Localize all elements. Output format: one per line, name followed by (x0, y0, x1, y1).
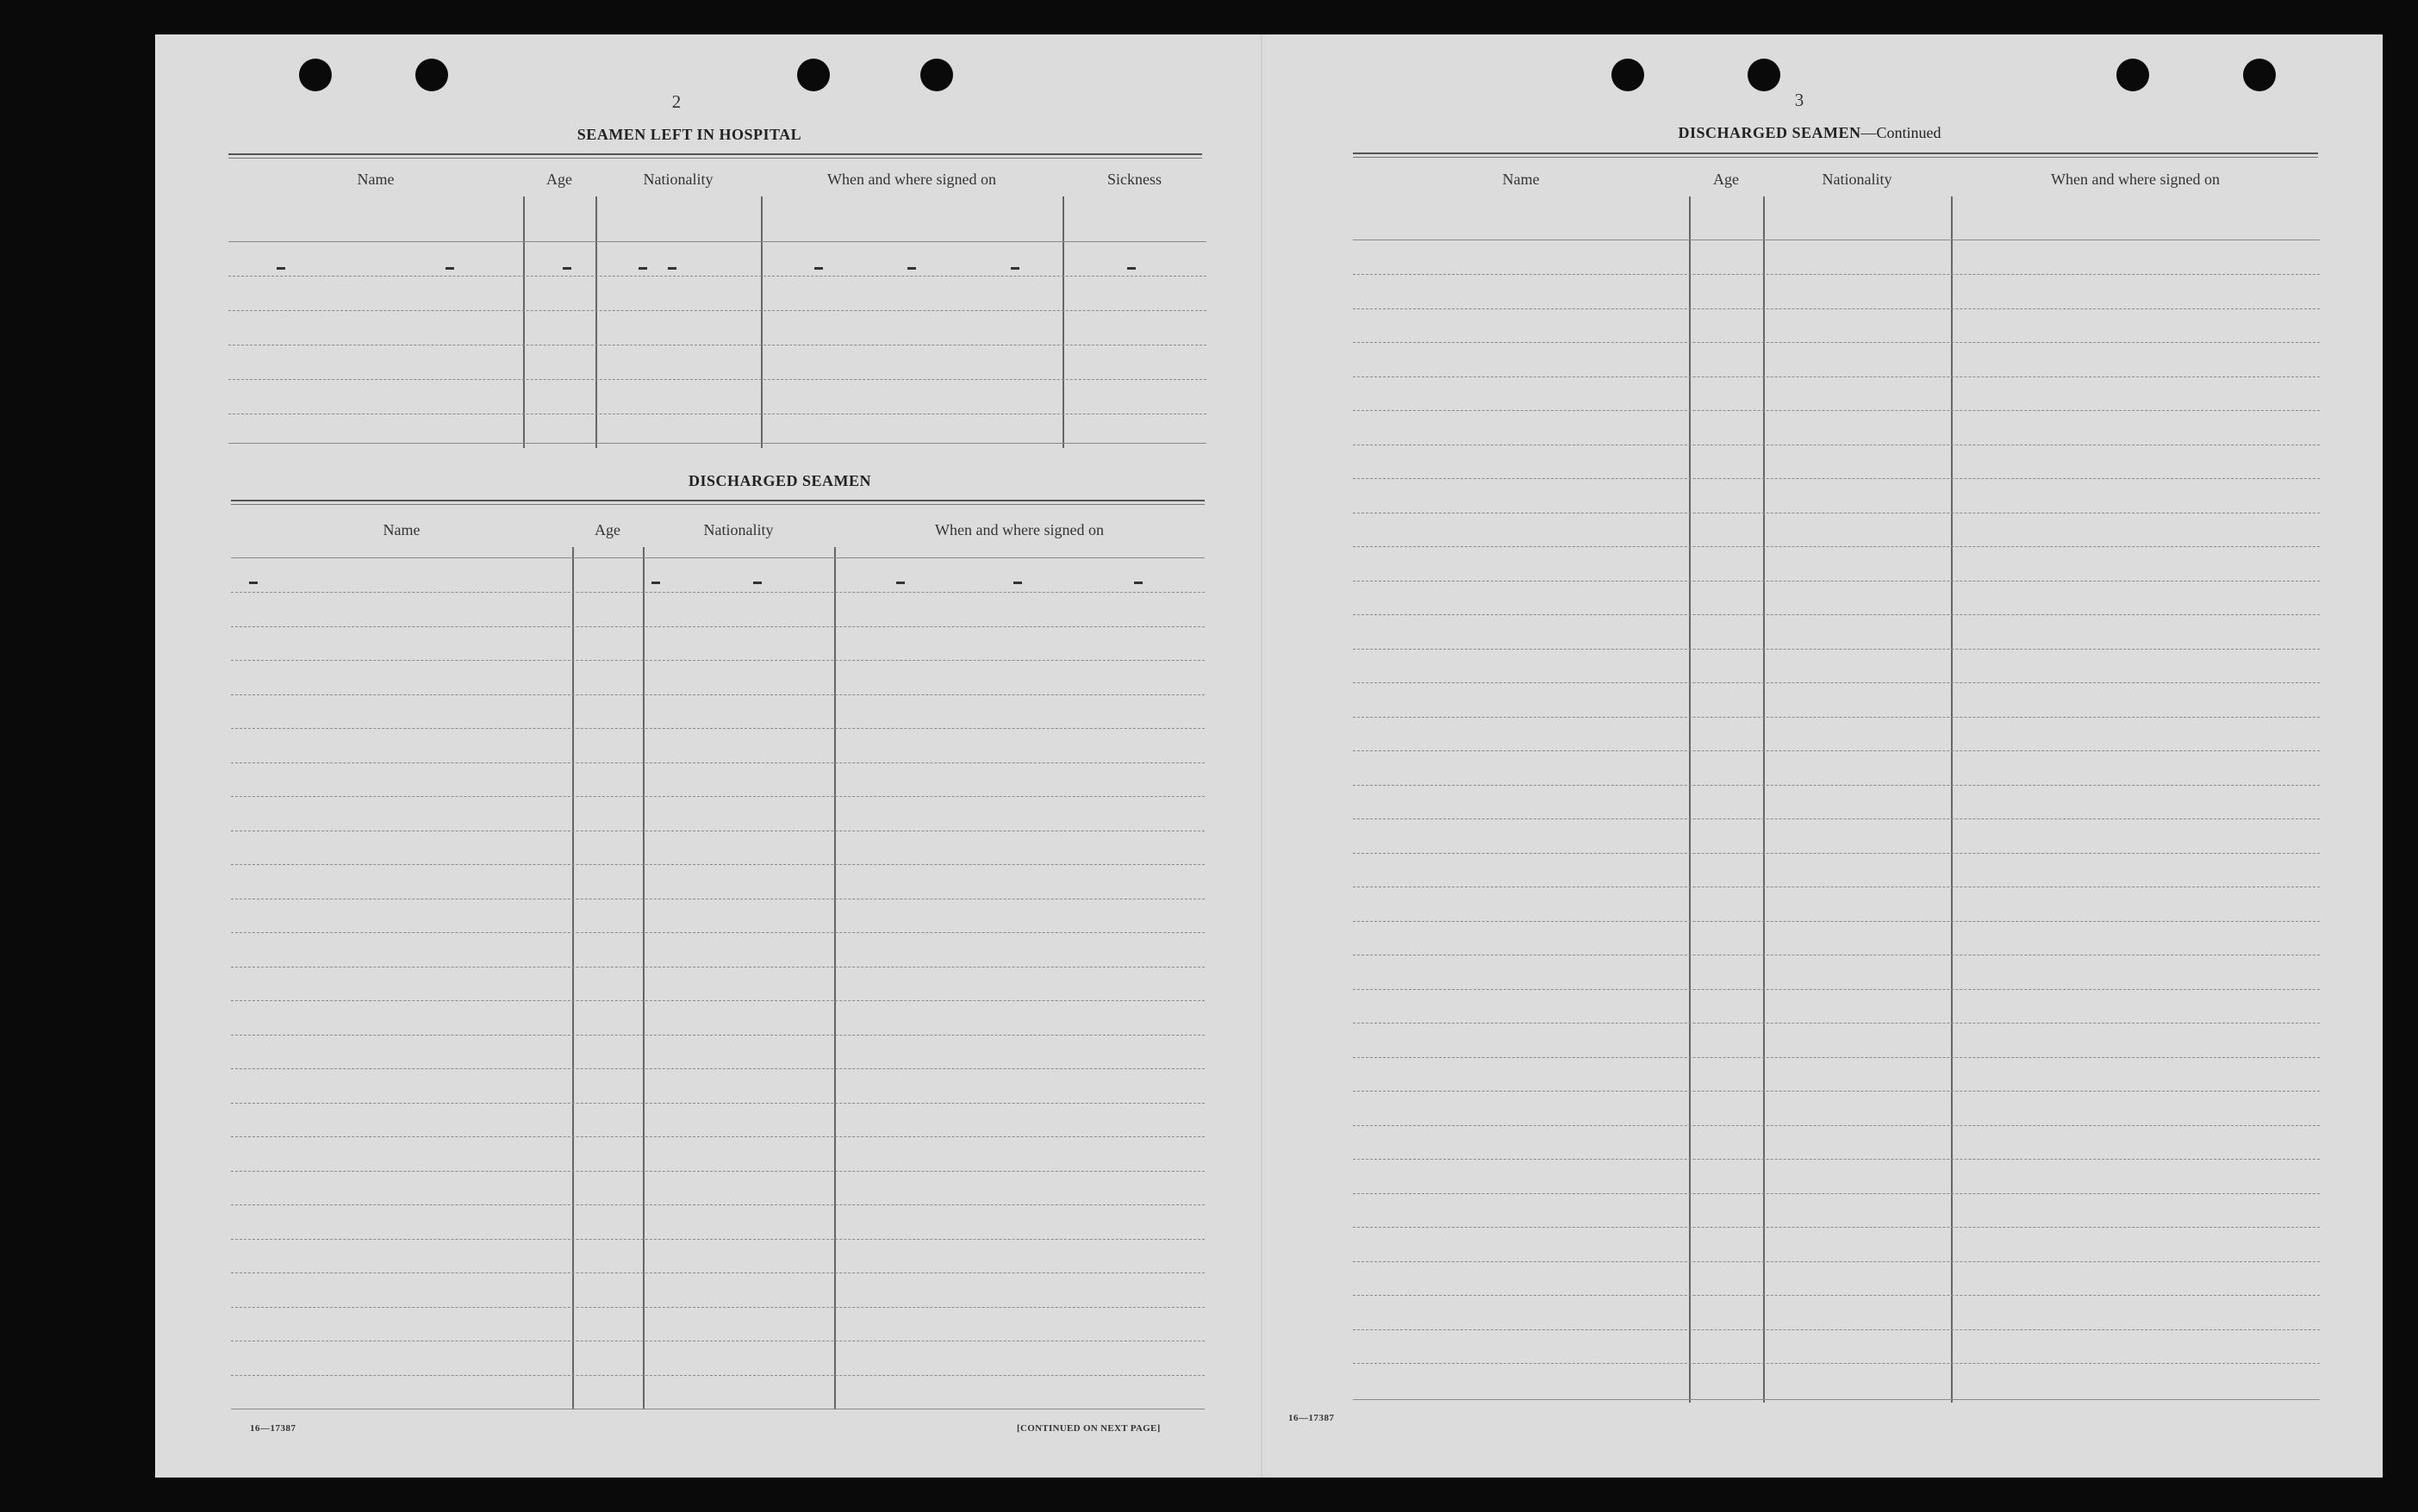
table-row (231, 1035, 1205, 1036)
section-title-main: DISCHARGED SEAMEN (1678, 124, 1861, 141)
column-header-sickness: Sickness (1107, 171, 1162, 188)
table-row (1353, 1023, 2320, 1024)
continued-note: [CONTINUED ON NEXT PAGE] (1017, 1423, 1161, 1434)
table-row (231, 1171, 1205, 1172)
table-row (228, 241, 1206, 242)
table-row (231, 1103, 1205, 1104)
left-page (155, 34, 1261, 1478)
table-row (231, 626, 1205, 627)
table-row (231, 932, 1205, 933)
section-title-suffix: —Continued (1860, 124, 1941, 141)
column-divider (761, 196, 763, 448)
table-row (231, 557, 1205, 558)
table-row (1353, 581, 2320, 582)
dash-mark (668, 267, 676, 270)
table-row (1353, 785, 2320, 786)
table-row (231, 1068, 1205, 1069)
form-code: 16—17387 (250, 1423, 296, 1434)
table-row (231, 1136, 1205, 1137)
table-row (228, 276, 1206, 277)
table-row (1353, 1091, 2320, 1092)
dash-mark (896, 582, 905, 584)
column-header-nationality: Nationality (703, 521, 774, 538)
section-title-discharged-continued (1568, 124, 2051, 142)
column-divider (643, 547, 645, 1409)
table-row (1353, 274, 2320, 275)
column-header-age: Age (546, 171, 572, 188)
table-row (231, 728, 1205, 729)
table-row (228, 379, 1206, 380)
table-row (1353, 1227, 2320, 1228)
table-row (1353, 682, 2320, 683)
right-page (1262, 34, 2383, 1478)
table-row (231, 1000, 1205, 1001)
header-rule (231, 500, 1205, 501)
table-row (231, 694, 1205, 695)
table-row (228, 310, 1206, 311)
table-row (1353, 1125, 2320, 1126)
dash-mark (1127, 267, 1136, 270)
dash-mark (1134, 582, 1143, 584)
hospital-table (228, 171, 1206, 451)
column-divider (834, 547, 836, 1409)
column-header-nationality: Nationality (643, 171, 714, 188)
column-divider (1951, 196, 1953, 1403)
column-divider (1763, 196, 1765, 1403)
dash-mark (753, 582, 762, 584)
table-row (231, 1204, 1205, 1205)
dash-mark (907, 267, 916, 270)
section-title-discharged: DISCHARGED SEAMEN (688, 472, 872, 489)
table-row (1353, 478, 2320, 479)
header-rule (1353, 152, 2318, 154)
table-row (1353, 1159, 2320, 1160)
discharged-continued-table (1353, 171, 2320, 1411)
table-row (1353, 1363, 2320, 1364)
table-row (1353, 921, 2320, 922)
table-row (231, 796, 1205, 797)
table-row (231, 1239, 1205, 1240)
dash-mark (249, 582, 258, 584)
table-row (231, 592, 1205, 593)
dash-mark (1013, 582, 1022, 584)
section-title-hospital: SEAMEN LEFT IN HOSPITAL (576, 126, 802, 143)
dash-mark (563, 267, 571, 270)
column-divider (572, 547, 574, 1409)
table-row (1353, 1193, 2320, 1194)
column-header-age: Age (595, 521, 620, 538)
table-row (1353, 546, 2320, 547)
page-number: 3 (1794, 90, 1804, 110)
table-row (231, 967, 1205, 968)
scanned-sheet (155, 34, 2383, 1478)
table-row (231, 1307, 1205, 1308)
column-header-signed-on: When and where signed on (827, 171, 996, 188)
dash-mark (1011, 267, 1019, 270)
column-header-name: Name (383, 521, 421, 538)
table-row (231, 1375, 1205, 1376)
dash-mark (639, 267, 647, 270)
table-row (1353, 1057, 2320, 1058)
table-row (231, 660, 1205, 661)
table-row (1353, 853, 2320, 854)
dash-mark (651, 582, 660, 584)
dash-mark (446, 267, 454, 270)
table-row (1353, 410, 2320, 411)
column-divider (595, 196, 597, 448)
table-row (1353, 308, 2320, 309)
dash-mark (814, 267, 823, 270)
column-divider (523, 196, 525, 448)
column-header-nationality: Nationality (1822, 171, 1892, 188)
table-row (1353, 1295, 2320, 1296)
column-divider (1689, 196, 1691, 1403)
table-row (1353, 376, 2320, 377)
table-row (1353, 614, 2320, 615)
table-row (231, 762, 1205, 763)
header-rule (228, 153, 1202, 155)
column-header-age: Age (1713, 171, 1739, 188)
table-row (231, 1272, 1205, 1273)
column-header-signed-on: When and where signed on (935, 521, 1104, 538)
table-row (1353, 649, 2320, 650)
header-rule (1353, 157, 2318, 158)
table-row (1353, 989, 2320, 990)
discharged-table (231, 521, 1205, 1422)
header-rule (228, 158, 1202, 159)
table-row (1353, 342, 2320, 343)
column-header-name: Name (1502, 171, 1540, 188)
column-header-name: Name (357, 171, 395, 188)
table-row (1353, 717, 2320, 718)
dash-mark (277, 267, 285, 270)
table-row (228, 443, 1206, 444)
table-row (1353, 750, 2320, 751)
column-header-signed-on: When and where signed on (2051, 171, 2220, 188)
page-number: 2 (671, 91, 682, 112)
header-rule (231, 504, 1205, 505)
table-row (1353, 1399, 2320, 1400)
table-row (1353, 1261, 2320, 1262)
table-row (1353, 818, 2320, 819)
form-code: 16—17387 (1288, 1413, 1335, 1423)
column-divider (1063, 196, 1064, 448)
table-row (1353, 1329, 2320, 1330)
table-row (231, 864, 1205, 865)
